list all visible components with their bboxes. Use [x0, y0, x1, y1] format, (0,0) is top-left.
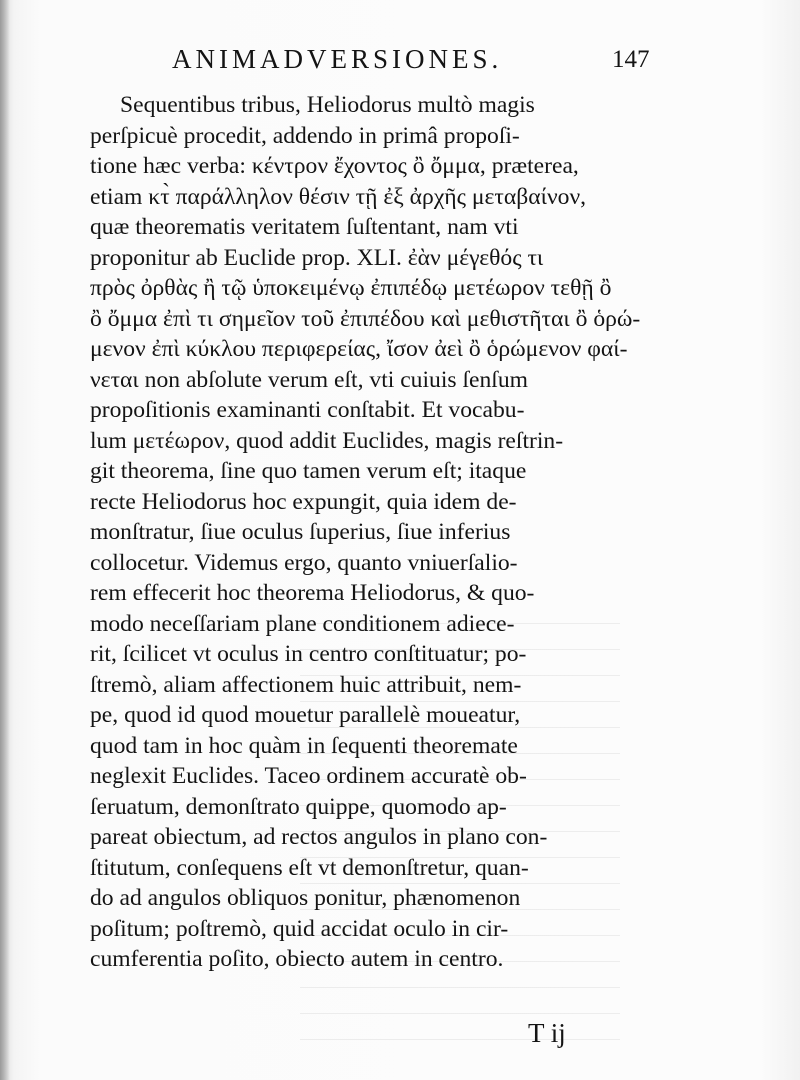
text-line: proponitur ab Euclide prop. XLI. ἐὰν μέγεθός τι [90, 244, 544, 271]
text-line: rit, ſcilicet vt oculus in centro conſtituatur; po- [90, 641, 527, 667]
page-number: 147 [612, 46, 650, 73]
text-line: quod tam in hoc quàm in ſequenti theoremate [90, 732, 518, 759]
text-line: do ad angulos obliquos ponitur, phænomenon [90, 885, 521, 911]
text-line: tione hæc verba: κέντρον ἔχοντος ὂ ὄμμα, præterea, [90, 153, 579, 179]
text-line: neglexit Euclides. Taceo ordinem accuratè ob- [90, 763, 527, 789]
text-line: propoſitionis examinanti conſtabit. Et vocabu- [90, 397, 525, 423]
text-line: ſtitutum, conſequens eſt vt demonſtretur, quan- [90, 854, 529, 881]
text-line: poſitum; poſtremò, quid accidat oculo in cir- [90, 915, 509, 942]
text-line: pe, quod id quod mouetur parallelè moueatur, [90, 702, 521, 728]
text-line: Sequentibus tribus, Heliodorus multò magis [120, 92, 535, 118]
text-line: ὂ ὄμμα ἐπὶ τι σημεῖον τοῦ ἐπιπέδου καὶ μεθιστῆται ὂ ὁρώ- [90, 305, 641, 332]
signature-catchword: T ij [528, 1018, 566, 1048]
text-line: πρὸς ὀρθὰς ἢ τῷ ὑποκειμένῳ ἐπιπέδῳ μετέωρον τεθῇ ὂ [90, 275, 612, 301]
running-head [0, 44, 800, 84]
text-line: recte Heliodorus hoc expungit, quia idem de- [90, 488, 517, 515]
text-line: ſeruatum, demonſtrato quippe, quomodo ap- [90, 793, 507, 820]
text-line: ſtremò, aliam affectionem huic attribuit, nem- [90, 671, 522, 698]
text-line: modo neceſſariam plane conditionem adiece- [90, 610, 515, 637]
running-title: ANIMADVERSIONES. [172, 44, 503, 74]
text-line: git theorema, ſine quo tamen verum eſt; itaque [90, 458, 527, 484]
body-text [90, 90, 668, 975]
text-line: μενον ἐπὶ κύκλου περιφερείας, ἴσον ἀεὶ ὂ ὁρώμενον φαί- [90, 336, 628, 362]
text-line: collocetur. Videmus ergo, quanto vniuerſalio- [90, 549, 518, 576]
text-line: quæ theorematis veritatem ſuſtentant, nam vti [90, 214, 519, 240]
text-line: perſpicuè procedit, addendo in primâ propoſi- [90, 122, 520, 149]
text-line: lum μετέωρον, quod addit Euclides, magis reſtrin- [90, 427, 564, 454]
text-line: rem effecerit hoc theorema Heliodorus, & quo- [90, 580, 535, 606]
text-line: cumferentia poſito, obiecto autem in centro. [90, 946, 504, 972]
text-line: monſtratur, ſiue oculus ſuperius, ſiue inferius [90, 519, 511, 545]
text-line: νεται non abſolute verum eſt, vti cuiuis ſenſum [90, 366, 528, 393]
text-line: pareat obiectum, ad rectos angulos in plano con- [90, 824, 548, 850]
text-line: etiam κτ̀ παράλληλον θέσιν τῇ ἐξ ἀρχῆς μεταβαίνον, [90, 183, 587, 210]
